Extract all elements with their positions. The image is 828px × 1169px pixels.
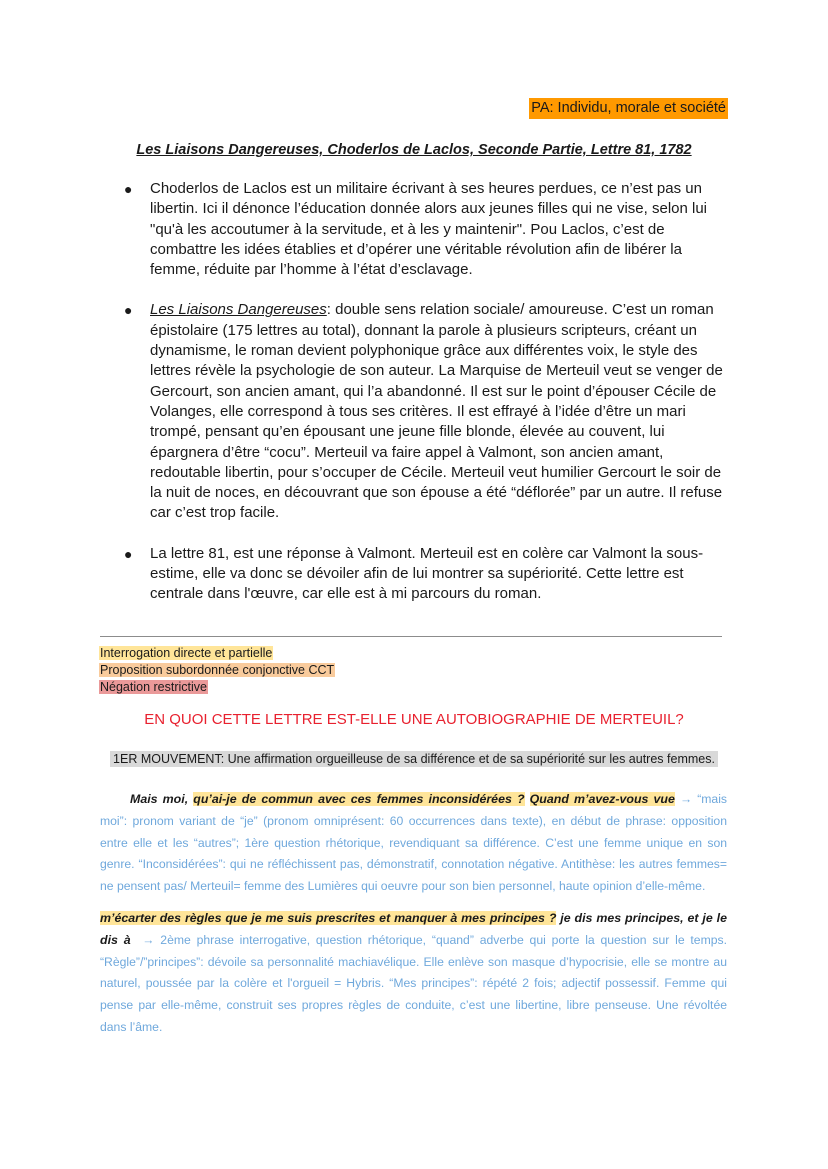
analysis-block-2 [100, 908, 727, 1039]
document-title: Les Liaisons Dangereuses, Choderlos de Laclos, Seconde Partie, Lettre 81, 1782 [136, 142, 692, 158]
quote-text: Mais moi, [130, 792, 194, 806]
bullet-icon: ● [124, 181, 133, 197]
quote-highlight-interrogation: m’écarter des règles que je me suis prescrites et manquer à mes principes ? [100, 910, 557, 925]
highlight-legend [99, 645, 335, 696]
movement-heading [0, 750, 828, 768]
analysis-comment: “mais moi”: pronom variant de “je” (pronom omniprésent: 60 occurrences dans texte), en début de phrase: opposition entre elle et les “autres”; 1ère question rhétorique, revendiquant sa différence. C’est une femme unique en son genre. “Inconsidérées”: qui ne réfléchissent pas, démonstratif, connotation négative. Antithèse: les autres femmes= ne pensent pas/ Merteuil= femme des Lumières qui oeuvre pour son bien personnel, haute opinion d’elle-même. [100, 792, 727, 894]
quote-highlight-interrogation: qu’ai-je de commun avec ces femmes inconsidérées ? [193, 792, 525, 806]
horizontal-divider [100, 636, 722, 637]
quote-text [525, 792, 530, 806]
bullet-icon: ● [124, 302, 133, 319]
analysis-block-1 [100, 789, 727, 898]
analysis-comment: 2ème phrase interrogative, question rhétorique, “quand” adverbe qui porte la question sur le temps. “Règle”/”principes”: dévoile sa personnalité machiavélique. Elle enlève son masque d’hypocrisie, elle se montre au naturel, poussée par la colère et l'orgueil = Hybris. “Mes principes”: répété 2 fois; adjectif possessif. Femme qui pense par elle-même, construit ses propres règles de conduite, c’est une libertine, libre penseuse. Une révoltée dans l’âme. [100, 932, 727, 1034]
text-analysis [100, 789, 727, 1039]
quote-highlight-interrogation: Quand m’avez-vous vue [529, 792, 675, 806]
movement-label: 1ER MOUVEMENT: Une affirmation orgueilleuse de sa différence et de sa supériorité sur les autres femmes. [110, 751, 718, 767]
intro-item-text: : double sens relation sociale/ amoureuse. C’est un roman épistolaire (175 lettres au total), donnant la parole à plusieurs scripteurs, créant un dynamisme, le roman devient polyphonique grâce aux différentes voix, le style des lettres révèle la psychologie de son auteur. La Marquise de Merteuil veut se venger de Gercourt, son ancien amant, qui l’a abandonné. Il est sur le point d’épouser Cécile de Volanges, elle correspond à tous ses critères. Il est effrayé à l’idée d’être un mari trompé, pensant qu’en épousant une jeune fille blonde, élevée au couvent, lui épargnera d’être “cocu”. Merteuil va faire appel à Valmont, son ancien amant, redoutable libertin, pour s’occuper de Cécile. Merteuil veut humilier Gercourt le soir de la nuit de noces, en découvrant que son épouse a été “déflorée” par un autre. Il refuse car c’est trop facile. [150, 301, 723, 522]
arrow-icon: → [679, 792, 693, 806]
intro-item-text: La lettre 81, est une réponse à Valmont. Merteuil est en colère car Valmont la sous-estime, elle va donc se dévoiler afin de lui montrer sa supériorité. Cette lettre est centrale dans l'œuvre, car elle est à mi parcours du roman. [150, 544, 704, 603]
intro-item-novel [122, 300, 732, 523]
legend-subordonnee: Proposition subordonnée conjonctive CCT [100, 663, 335, 677]
bullet-icon: ● [124, 545, 133, 562]
parcours-tag: PA: Individu, morale et société [529, 98, 728, 119]
intro-item-letter [122, 544, 732, 605]
intro-item-author [122, 179, 732, 280]
intro-bullet-list [122, 179, 732, 625]
problematique-heading: EN QUOI CETTE LETTRE EST-ELLE UNE AUTOBIOGRAPHIE DE MERTEUIL? [144, 711, 684, 728]
legend-negation: Négation restrictive [100, 680, 207, 694]
book-title: Les Liaisons Dangereuses [150, 301, 327, 319]
legend-interrogation: Interrogation directe et partielle [100, 646, 273, 660]
quote-text: je dis mes principes, et je le dis à [100, 910, 727, 947]
intro-item-text: Choderlos de Laclos est un militaire écrivant à ses heures perdues, ce n’est pas un libertin. Ici il dénonce l’éducation donnée alors aux jeunes filles qui ne vise, selon lui "qu'à les accoutumer à la servitude, et à les y maintenir". Pou Laclos, c’est de combattre les idées établies et d’opérer une véritable révolution afin de libérer la femme, réduite par l’homme à l’état d’esclavage. [150, 180, 708, 279]
arrow-icon: → [142, 932, 155, 947]
